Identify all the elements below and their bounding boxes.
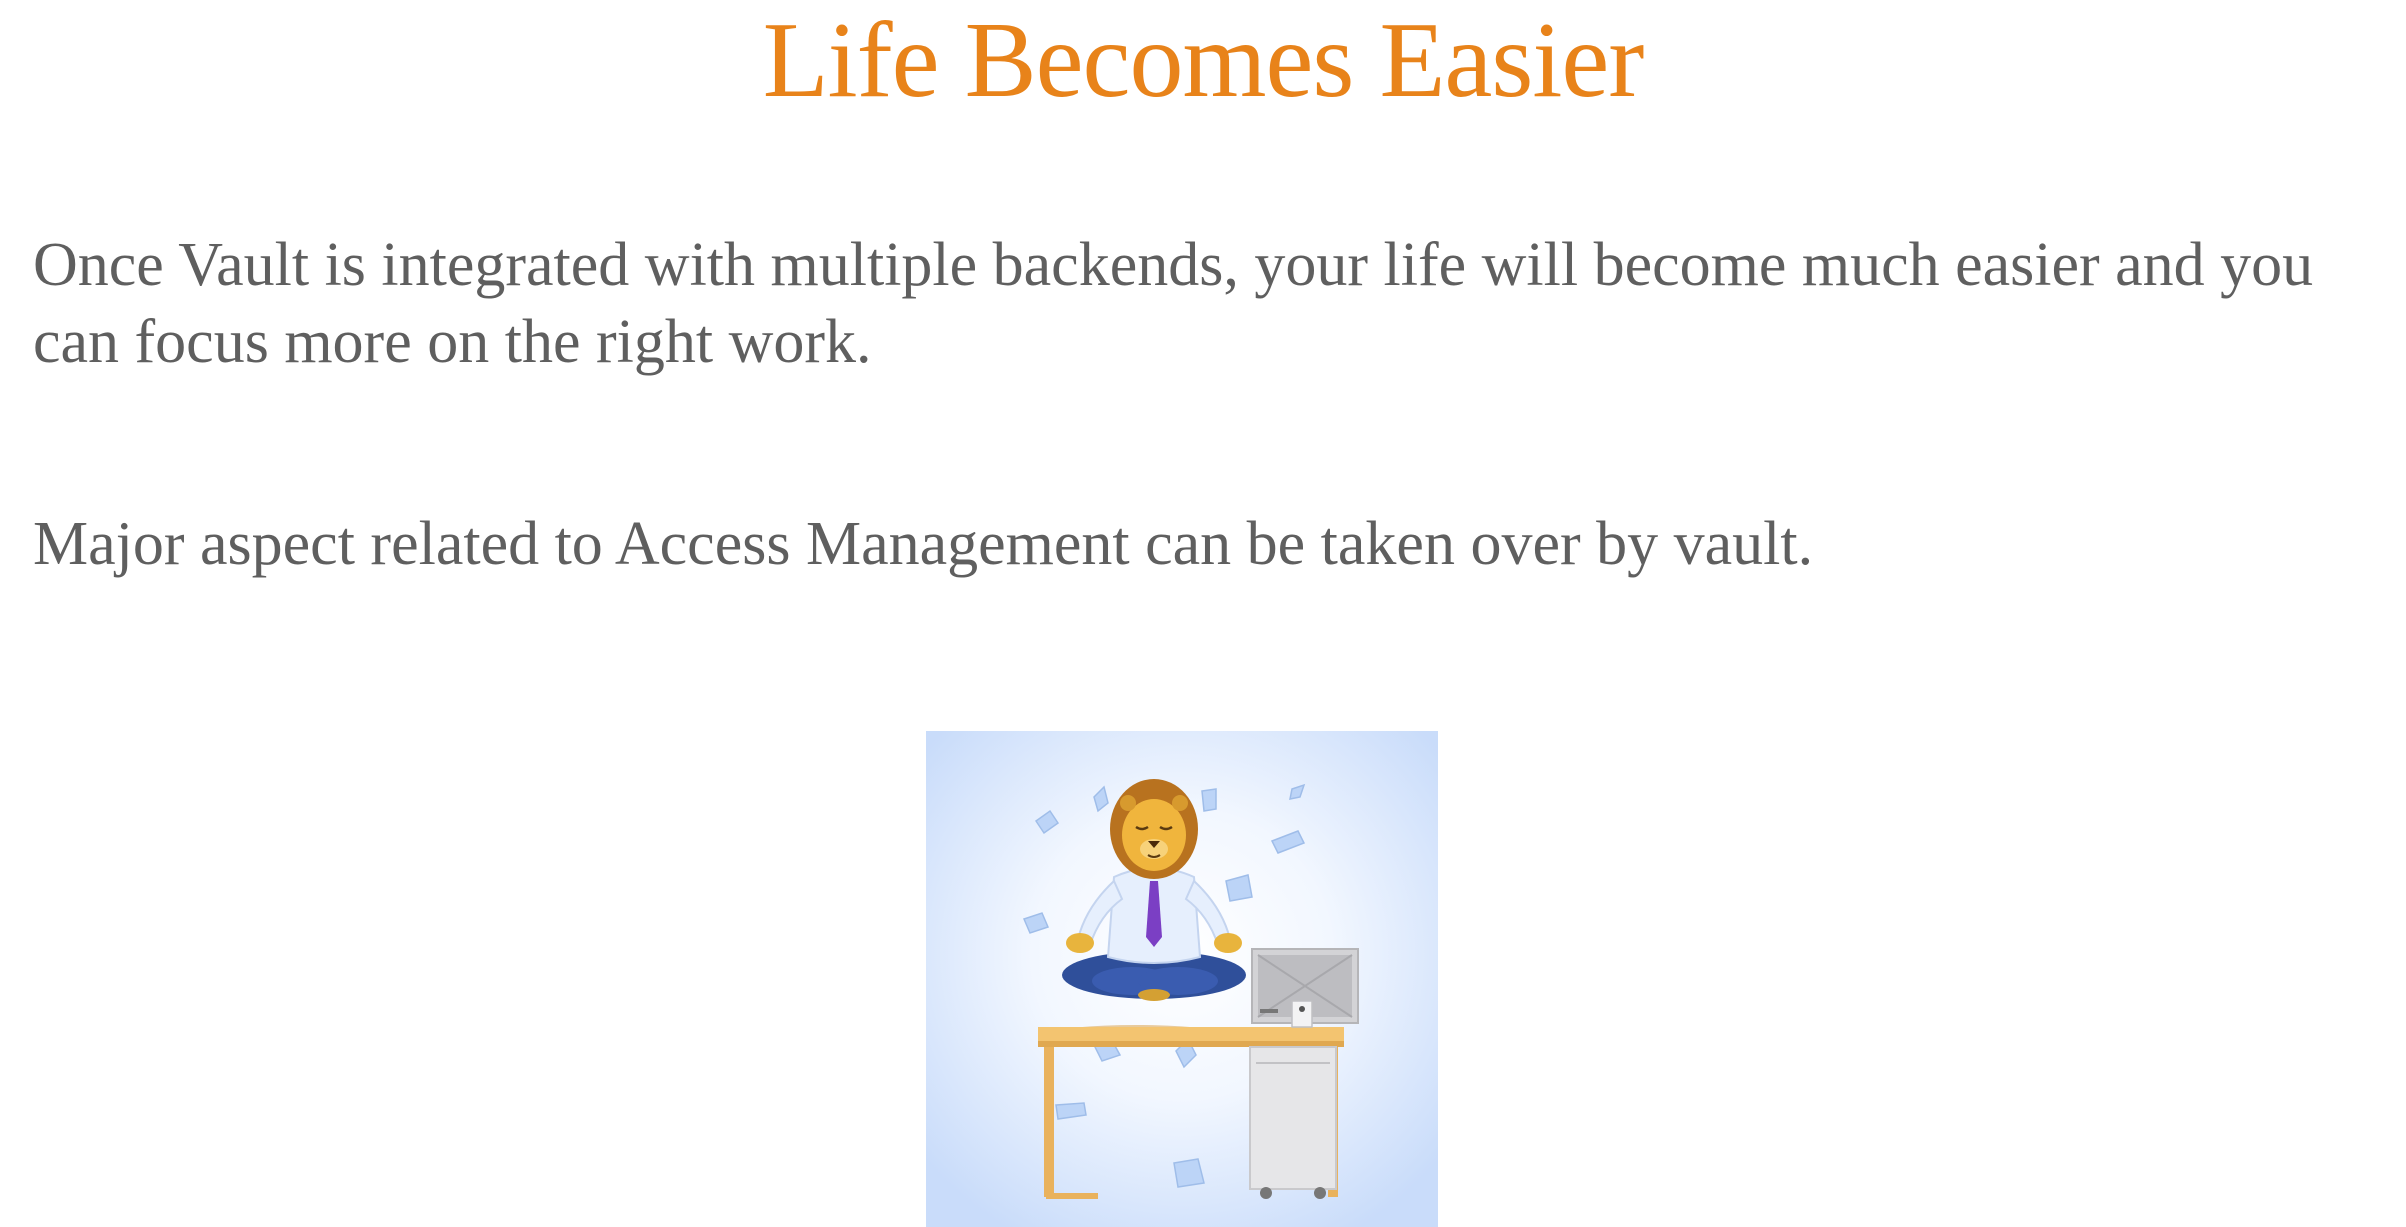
computer-monitor-icon [1252,949,1358,1027]
body-paragraph-access-management: Major aspect related to Access Management can be taken over by vault. [33,510,1814,578]
meditating-lion-illustration [926,731,1438,1227]
body-paragraph-vault-integration: Once Vault is integrated with multiple backends, your life will become much easier and you can focus more on the right work. [33,231,2314,376]
slide-title: Life Becomes Easier [762,1,1644,120]
